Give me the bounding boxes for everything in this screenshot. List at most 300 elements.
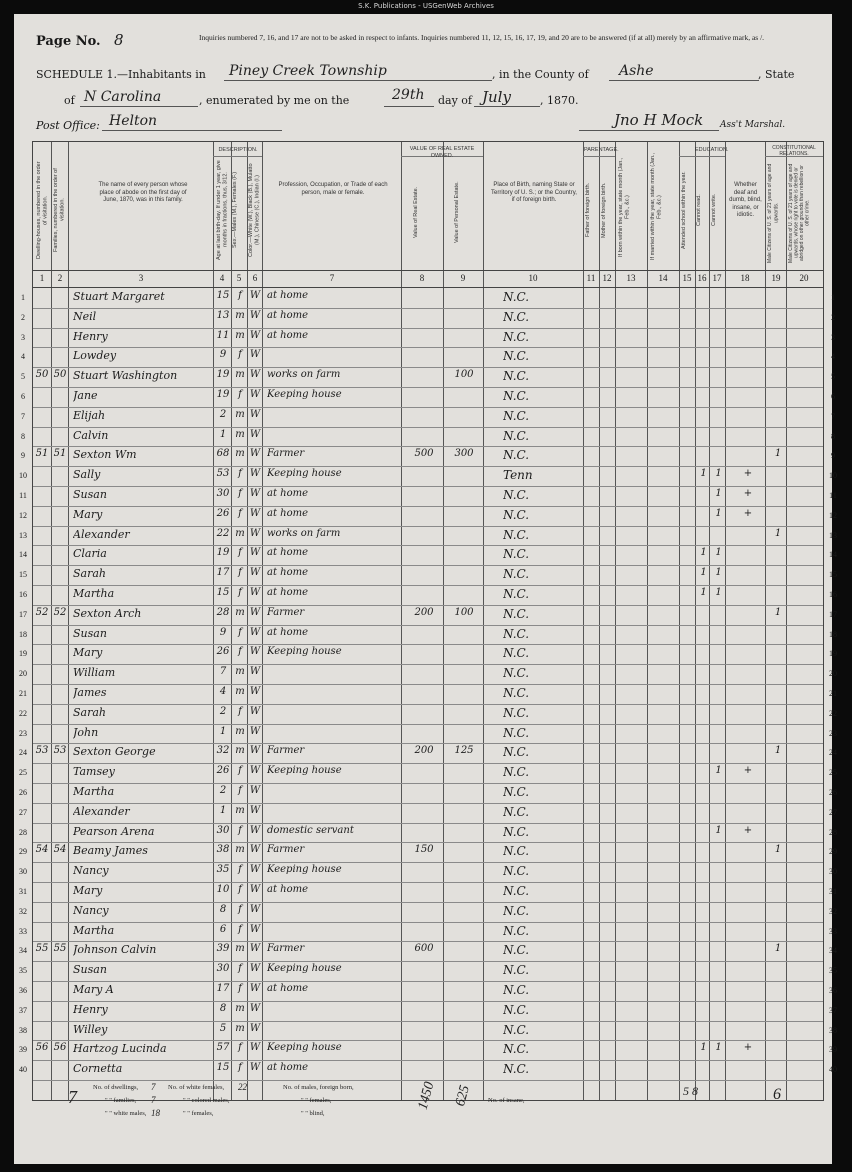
table-row [19, 1001, 837, 1022]
col-header-personal-estate: Value of Personal Estate. [454, 181, 460, 243]
cannot-read-cell: 1 [700, 547, 707, 559]
color-cell: W [249, 923, 261, 935]
table-row [21, 308, 835, 329]
birthplace-cell: N.C. [503, 666, 530, 681]
column-number: 15 [682, 273, 692, 283]
birthplace-cell: N.C. [503, 765, 530, 780]
dwelling-number: 55 [35, 943, 49, 955]
occupation-cell: domestic servant [267, 824, 354, 836]
line-number-right: 28 [829, 827, 837, 837]
dwelling-number: 50 [35, 369, 49, 381]
age-cell: 30 [216, 963, 230, 975]
col-header-vote-denied: Male Citizens of U. S. of 21 years of age and upwards, whose right to vote is denied or abridged on other grounds than rebellion or other crime. [788, 163, 811, 263]
disability-cell: + [743, 507, 753, 519]
table-row [19, 545, 837, 566]
line-number-right: 5 [831, 372, 835, 382]
male-citizen-cell: 1 [774, 745, 782, 757]
county-name: Ashe [619, 63, 654, 79]
column-number: 17 [712, 273, 722, 283]
enumeration-year: , 1870. [540, 94, 579, 107]
line-number-left: 22 [19, 708, 27, 718]
color-cell: W [249, 785, 261, 796]
footer-insane-label: No. of insane, [488, 1097, 525, 1104]
disability-cell: + [743, 488, 753, 499]
table-row [21, 407, 835, 428]
sex-cell: m [235, 606, 245, 618]
line-number-right: 16 [829, 590, 837, 599]
person-name: Willey [73, 1022, 108, 1036]
footer-dwellings: 7 [151, 1082, 156, 1092]
color-cell: W [249, 765, 261, 777]
sex-cell: m [235, 745, 245, 757]
occupation-cell: works on farm [267, 369, 341, 381]
table-row [19, 605, 837, 626]
family-number: 55 [53, 943, 67, 955]
age-cell: 19 [216, 369, 230, 381]
sex-cell: m [235, 329, 245, 341]
table-row [19, 882, 837, 903]
color-cell: W [249, 369, 261, 381]
birthplace-cell: N.C. [503, 408, 530, 423]
color-cell: W [249, 389, 261, 400]
age-cell: 1 [219, 804, 227, 816]
table-row [19, 585, 837, 606]
age-cell: 15 [216, 1062, 230, 1074]
line-number-left: 15 [19, 570, 27, 580]
color-cell: W [249, 804, 261, 816]
birthplace-cell: N.C. [503, 963, 530, 978]
birthplace-cell: N.C. [503, 844, 530, 859]
birthplace-cell: N.C. [503, 488, 530, 502]
line-number-right: 7 [831, 411, 835, 421]
person-name: Claria [73, 547, 107, 561]
enumerated-label: , enumerated by me on the [199, 94, 350, 107]
cannot-read-cell: 1 [700, 1042, 707, 1054]
sex-cell: m [235, 428, 245, 440]
age-cell: 22 [216, 527, 230, 539]
cannot-write-cell: 1 [715, 468, 722, 480]
person-name: William [73, 666, 116, 680]
cannot-write-cell: 1 [715, 765, 722, 777]
color-cell: W [249, 686, 261, 697]
line-number-left: 38 [19, 1025, 27, 1035]
occupation-cell: Keeping house [267, 765, 342, 777]
age-cell: 17 [216, 983, 230, 994]
line-number-left: 3 [21, 332, 25, 342]
sex-cell: m [235, 725, 245, 737]
column-number: 3 [138, 273, 144, 283]
birthplace-cell: N.C. [503, 1062, 530, 1077]
age-cell: 38 [216, 844, 230, 856]
col-header-father-foreign: Father of foreign birth. [585, 182, 591, 238]
birthplace-cell: N.C. [503, 686, 530, 700]
sex-cell: m [235, 527, 245, 539]
footer-males-foreign-label: No. of males, foreign born, [283, 1084, 354, 1091]
occupation-cell: Farmer [267, 943, 305, 955]
person-name: Martha [73, 923, 115, 937]
column-number: 18 [740, 273, 750, 283]
col-header-birthplace: Place of Birth, naming State or Territory of U. S.; or the Country, if of foreign birth. [491, 182, 577, 203]
age-cell: 2 [219, 785, 227, 796]
census-table [19, 141, 837, 1118]
male-citizen-cell: 1 [774, 527, 782, 539]
sex-cell: f [238, 1042, 242, 1054]
line-number-left: 12 [19, 510, 27, 520]
person-name: Neil [73, 309, 97, 323]
line-number-right: 11 [829, 491, 837, 500]
cannot-write-cell: 1 [715, 507, 722, 519]
table-row [21, 347, 835, 368]
line-number-left: 19 [19, 649, 27, 659]
line-number-left: 32 [19, 906, 27, 916]
table-row [19, 1060, 837, 1081]
family-number: 51 [53, 448, 67, 460]
birthplace-cell: N.C. [503, 309, 530, 324]
schedule-title: SCHEDULE 1.—Inhabitants in [36, 68, 206, 81]
age-cell: 57 [216, 1042, 230, 1054]
table-row [19, 823, 837, 844]
line-number-left: 29 [19, 847, 27, 857]
sex-cell: f [238, 705, 242, 717]
birthplace-cell: N.C. [503, 923, 530, 938]
sex-cell: m [235, 1022, 245, 1034]
footer-white-males: 18 [151, 1108, 160, 1118]
footer-white-females-label: No. of white females, [168, 1084, 225, 1091]
color-cell: W [249, 705, 261, 717]
age-cell: 1 [219, 428, 227, 440]
occupation-cell: at home [267, 1062, 309, 1074]
personal-estate-cell: 125 [454, 745, 474, 757]
color-cell: W [249, 507, 261, 519]
birthplace-cell: N.C. [503, 824, 530, 839]
line-number-right: 25 [829, 768, 837, 778]
color-cell: W [249, 527, 261, 539]
occupation-cell: at home [267, 290, 309, 301]
line-number-left: 2 [21, 312, 25, 322]
color-cell: W [249, 468, 261, 480]
col-header-occupation: Profession, Occupation, or Trade of each person, male or female. [278, 182, 388, 196]
sex-cell: f [238, 864, 242, 876]
occupation-cell: at home [267, 547, 309, 559]
person-name: Susan [73, 626, 107, 640]
line-number-right: 17 [829, 609, 837, 619]
page-number: 8 [114, 31, 124, 49]
color-cell: W [249, 349, 261, 361]
male-citizen-cell: 1 [774, 943, 782, 955]
sex-cell: m [235, 666, 245, 678]
line-number-left: 16 [19, 590, 27, 599]
line-number-right: 14 [829, 550, 837, 560]
footer-dwellings-label: No. of dwellings, [93, 1084, 139, 1091]
occupation-cell: at home [267, 309, 309, 321]
age-cell: 10 [216, 884, 230, 895]
age-cell: 26 [216, 646, 230, 658]
occupation-cell: at home [267, 488, 309, 499]
line-number-left: 14 [19, 550, 27, 560]
occupation-cell: Keeping house [267, 646, 342, 658]
col-header-sex: Sex.—Males (M.), Females (F.) [232, 171, 238, 249]
sex-cell: m [235, 408, 245, 420]
line-number-right: 2 [831, 312, 835, 322]
occupation-cell: at home [267, 884, 309, 895]
color-cell: W [249, 428, 261, 440]
table-row [19, 526, 837, 547]
birthplace-cell: N.C. [503, 646, 530, 661]
line-number-right: 10 [829, 471, 837, 481]
real-estate-cell: 200 [414, 745, 434, 757]
table-row [19, 922, 837, 943]
line-number-left: 20 [19, 669, 27, 679]
table-row [19, 724, 837, 745]
col-header-cannot-write: Cannot write. [711, 193, 717, 227]
col-header-mother-foreign: Mother of foreign birth. [601, 182, 607, 238]
person-name: James [73, 686, 107, 699]
color-cell: W [249, 606, 261, 618]
birthplace-cell: N.C. [503, 567, 530, 582]
table-row [19, 1021, 837, 1042]
color-cell: W [249, 329, 261, 341]
sex-cell: f [238, 349, 242, 361]
birthplace-cell: N.C. [503, 428, 530, 443]
line-number-left: 25 [19, 768, 27, 778]
line-number-right: 30 [829, 867, 837, 877]
line-number-right: 27 [829, 807, 837, 817]
birthplace-cell: N.C. [503, 527, 530, 542]
occupation-cell: Farmer [267, 745, 305, 757]
person-name: Sexton Wm [73, 448, 137, 462]
footer-colored-males-label: " " colored males, [183, 1097, 230, 1104]
color-cell: W [249, 567, 261, 579]
real-estate-cell: 600 [414, 943, 434, 955]
person-name: Alexander [73, 527, 130, 541]
column-number: 14 [658, 273, 668, 283]
person-name: Sally [73, 468, 101, 482]
person-name: Henry [73, 1002, 108, 1016]
occupation-cell: at home [267, 329, 309, 341]
sex-cell: f [238, 626, 242, 638]
birthplace-cell: N.C. [503, 785, 530, 799]
sex-cell: m [235, 844, 245, 856]
disability-cell: + [743, 468, 753, 480]
person-name: Elijah [73, 408, 106, 422]
table-row [21, 328, 835, 349]
person-name: Mary [73, 884, 103, 897]
sex-cell: f [238, 507, 242, 519]
line-number-left: 8 [21, 431, 25, 441]
line-number-right: 20 [829, 669, 837, 679]
family-number: 52 [53, 606, 67, 618]
footer-white-males-label: " " white males, [105, 1110, 147, 1117]
occupation-cell: Keeping house [267, 963, 342, 975]
table-row [21, 427, 835, 448]
color-cell: W [249, 963, 261, 975]
birthplace-cell: N.C. [503, 448, 530, 463]
person-name: Martha [73, 587, 115, 600]
birthplace-cell: N.C. [503, 507, 530, 522]
cannot-write-cell: 1 [715, 824, 722, 836]
person-name: Jane [73, 389, 98, 402]
age-cell: 8 [219, 1002, 227, 1014]
color-cell: W [249, 745, 261, 757]
archive-header: S.K. Publications - USGenWeb Archives [358, 2, 494, 10]
col-header-dwelling: Dwelling-houses, numbered in the order of visitation. [36, 161, 49, 259]
person-name: Sarah [73, 567, 106, 581]
line-number-left: 30 [19, 867, 27, 877]
line-number-left: 31 [19, 887, 27, 896]
color-cell: W [249, 943, 261, 955]
family-number: 54 [53, 844, 67, 856]
cannot-write-cell: 1 [715, 587, 722, 598]
age-cell: 1 [219, 725, 227, 737]
sex-cell: f [238, 1062, 242, 1074]
birthplace-cell: N.C. [503, 804, 530, 819]
age-cell: 26 [216, 507, 230, 519]
col-header-family: Families, numbered in the order of visitation. [53, 168, 66, 252]
birthplace-cell: N.C. [503, 943, 530, 958]
real-estate-cell: 150 [414, 844, 434, 856]
dwelling-number: 53 [35, 745, 49, 757]
line-number-left: 4 [21, 352, 25, 362]
column-number: 8 [419, 273, 425, 283]
color-cell: W [249, 884, 261, 895]
person-name: Johnson Calvin [73, 943, 157, 957]
line-number-right: 13 [829, 530, 837, 540]
col-header-name: The name of every person whose place of abode on the first day of June, 1870, was in this family. [98, 182, 188, 203]
occupation-cell: at home [267, 983, 309, 994]
sex-cell: f [238, 567, 242, 579]
page-number-label: Page No. [36, 34, 101, 49]
birthplace-cell: N.C. [503, 1002, 530, 1017]
dwelling-number: 56 [35, 1042, 49, 1054]
sex-cell: m [235, 686, 245, 697]
column-number: 16 [697, 273, 707, 283]
line-number-right: 22 [829, 708, 837, 718]
male-citizen-cell: 1 [774, 448, 782, 460]
color-cell: W [249, 448, 261, 460]
color-cell: W [249, 844, 261, 856]
cannot-write-cell: 1 [715, 488, 722, 499]
line-number-left: 23 [19, 728, 27, 738]
column-number: 13 [626, 273, 636, 283]
birthplace-cell: N.C. [503, 903, 530, 918]
line-number-right: 38 [829, 1025, 837, 1035]
col-group-parentage: PARENTAGE. [584, 147, 619, 153]
person-name: Hartzog Lucinda [73, 1042, 167, 1056]
line-number-left: 7 [21, 411, 25, 421]
notice-text: Inquiries numbered 7, 16, and 17 are not to be asked in respect to infants. Inquiries numbered 11, 12, 15, 16, 17, 19, and 20 are to be answered (if at all) merely by an affirmative mark, as /. [199, 33, 765, 42]
disability-cell: + [743, 1042, 753, 1054]
footer-white-females: 22 [238, 1082, 247, 1092]
table-row [19, 664, 837, 685]
table-row [19, 803, 837, 824]
footer-families: 7 [151, 1095, 156, 1105]
age-cell: 17 [216, 567, 230, 579]
male-citizen-cell: 1 [774, 606, 782, 618]
line-number-left: 6 [21, 392, 25, 401]
person-name: Nancy [73, 864, 109, 878]
column-number: 10 [528, 273, 538, 283]
line-number-right: 29 [829, 847, 837, 857]
table-row [19, 565, 837, 586]
occupation-cell: Keeping house [267, 468, 342, 480]
person-name: Tamsey [73, 765, 115, 779]
col-header-school: Attended school within the year. [681, 171, 687, 249]
person-name: Henry [73, 329, 108, 343]
line-number-right: 32 [829, 906, 837, 916]
birthplace-cell: N.C. [503, 626, 530, 641]
birthplace-cell: N.C. [503, 745, 530, 760]
line-number-right: 40 [829, 1065, 837, 1075]
age-cell: 15 [216, 587, 230, 598]
of-label: of [64, 94, 75, 107]
age-cell: 30 [216, 488, 230, 499]
footer-tally: 6 [773, 1086, 781, 1103]
table-row [19, 961, 837, 982]
col-group-constitutional: CONSTITUTIONAL RELATIONS. [772, 145, 816, 157]
occupation-cell: Keeping house [267, 389, 342, 400]
family-number: 50 [53, 369, 67, 381]
real-estate-cell: 200 [414, 606, 434, 618]
birthplace-cell: N.C. [503, 389, 530, 403]
column-number: 7 [329, 273, 335, 283]
sex-cell: m [235, 309, 245, 321]
person-name: Pearson Arena [73, 824, 155, 838]
person-name: Mary [73, 646, 103, 660]
col-header-real-estate: Value of Real Estate. [413, 186, 419, 238]
line-number-right: 9 [831, 451, 835, 461]
person-name: Beamy James [73, 844, 148, 858]
occupation-cell: at home [267, 626, 309, 638]
table-row [21, 288, 835, 309]
occupation-cell: works on farm [267, 527, 341, 539]
line-number-left: 10 [19, 471, 27, 481]
col-header-born-year: If born within the year, state month (Jan., Feb., &c.) [618, 157, 631, 257]
line-number-left: 1 [21, 293, 25, 302]
age-cell: 19 [216, 389, 230, 400]
line-number-right: 21 [829, 689, 837, 698]
table-row [19, 704, 837, 725]
person-name: Mary [73, 507, 103, 521]
person-name: Alexander [73, 804, 130, 818]
birthplace-cell: N.C. [503, 983, 530, 997]
real-estate-cell: 500 [414, 448, 434, 460]
column-number: 1 [39, 273, 45, 283]
person-name: John [73, 725, 99, 739]
line-number-left: 33 [19, 926, 27, 936]
line-number-right: 36 [829, 986, 837, 995]
line-number-left: 9 [21, 451, 25, 461]
person-name: Sexton George [73, 745, 156, 759]
age-cell: 39 [216, 943, 230, 955]
age-cell: 15 [216, 290, 230, 301]
birthplace-cell: N.C. [503, 606, 530, 621]
birthplace-cell: N.C. [503, 884, 530, 898]
color-cell: W [249, 488, 261, 499]
line-number-right: 39 [829, 1045, 837, 1055]
birthplace-cell: N.C. [503, 349, 530, 364]
marshal-label: Ass't Marshal. [720, 120, 786, 130]
occupation-cell: Farmer [267, 448, 305, 460]
line-number-right: 35 [829, 966, 837, 976]
age-cell: 9 [219, 626, 227, 638]
color-cell: W [249, 626, 261, 638]
township-name: Piney Creek Township [229, 63, 387, 79]
birthplace-cell: N.C. [503, 725, 530, 740]
footer-edu-total: 5 8 [683, 1084, 698, 1098]
line-number-right: 37 [829, 1005, 837, 1015]
table-row [19, 1040, 837, 1061]
line-number-left: 26 [19, 788, 27, 797]
